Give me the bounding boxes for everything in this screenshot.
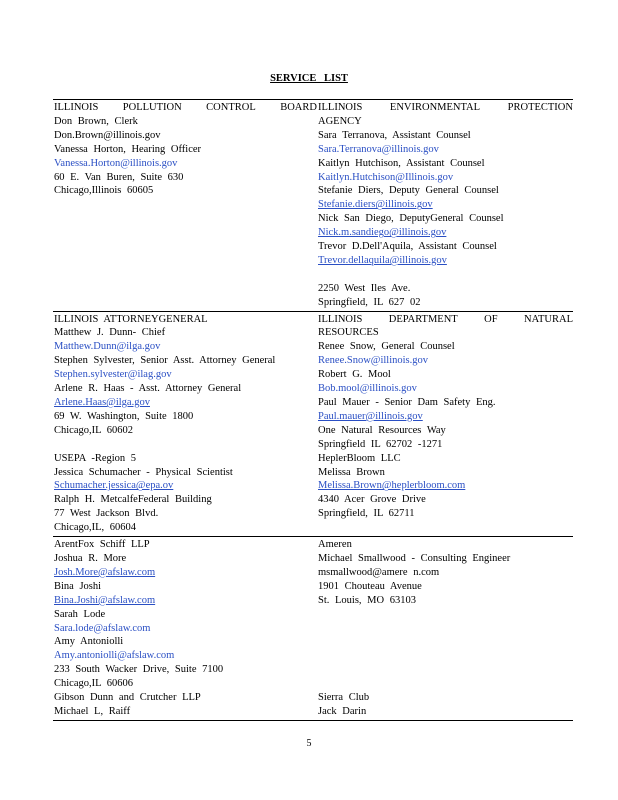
contact-line: Michael L, Raiff — [54, 705, 131, 717]
email-link[interactable]: Sara.lode@afslaw.com — [54, 622, 151, 634]
email-link[interactable]: Nick.m.sandiego@illinois.gov — [318, 227, 447, 239]
email-link[interactable]: Kaitlyn.Hutchison@Illinois.gov — [318, 171, 454, 183]
email-link[interactable]: Arlene.Haas@ilga.gov — [54, 397, 150, 409]
contact-line: Gibson Dunn and Crutcher LLP — [54, 692, 201, 704]
heading-word: ILLINOIS — [318, 102, 363, 113]
contact-line: Sierra Club — [318, 691, 370, 703]
contact-line: Jack Darin — [318, 705, 367, 717]
email-link[interactable]: Paul.mauer@illinois.gov — [318, 410, 423, 422]
contact-line: Renee Snow, General Counsel — [318, 341, 455, 353]
email-link[interactable]: Schumacher.jessica@epa.ov — [54, 480, 174, 492]
email-link[interactable]: Stephen.sylvester@ilag.gov — [54, 369, 172, 381]
contact-line: Paul Mauer - Senior Dam Safety Eng. — [318, 397, 496, 409]
contact-line: Chicago,IL 60602 — [54, 424, 134, 436]
page-title: SERVICE LIST — [270, 73, 348, 84]
agency-heading — [318, 101, 573, 115]
contact-line: Kaitlyn Hutchison, Assistant Counsel — [318, 157, 485, 169]
contact-line: Don.Brown@illinois.gov — [54, 129, 161, 141]
heading-word: PROTECTION — [507, 102, 573, 113]
contact-line: Chicago,Illinois 60605 — [54, 185, 154, 197]
heading-word: NATURAL — [523, 313, 573, 325]
contact-line: RESOURCES — [318, 327, 379, 339]
blank-line — [318, 621, 573, 635]
heading-word: ILLINOIS — [54, 102, 99, 113]
service-entry-left — [53, 312, 317, 536]
contact-line: msmallwood@amere n.com — [318, 566, 440, 578]
contact-line: 77 West Jackson Blvd. — [54, 508, 159, 520]
heading-word: OF — [484, 313, 498, 325]
contact-line: USEPA -Region 5 — [54, 452, 137, 464]
contact-line: 60 E. Van Buren, Suite 630 — [54, 171, 184, 183]
heading-word: CONTROL — [206, 102, 256, 113]
contact-line: 4340 Acer Grove Drive — [318, 494, 426, 506]
contact-line: Jessica Schumacher - Physical Scientist — [54, 466, 233, 478]
blank-line — [318, 635, 573, 649]
contact-line: Springfield, IL 627 02 — [318, 296, 421, 308]
contact-line: Melissa Brown — [318, 466, 385, 478]
contact-line: Don Brown, Clerk — [54, 115, 138, 127]
contact-line: 1901 Chouteau Avenue — [318, 580, 422, 592]
email-link[interactable]: Stefanie.diers@illinois.gov — [318, 199, 433, 211]
contact-line: Springfield IL 62702 -1271 — [318, 438, 443, 450]
contact-line: Springfield, IL 62711 — [318, 508, 415, 520]
agency-heading — [318, 313, 573, 327]
contact-line: Amy Antoniolli — [54, 636, 124, 648]
service-list-table — [53, 99, 573, 721]
blank-line — [318, 677, 573, 691]
contact-line: Chicago,IL 60606 — [54, 678, 134, 690]
contact-line: 2250 West Iles Ave. — [318, 282, 411, 294]
blank-line — [318, 663, 573, 677]
blank-line — [54, 438, 317, 452]
contact-line: Bina Joshi — [54, 580, 102, 592]
heading-word: ILLINOIS — [318, 313, 363, 325]
contact-line: One Natural Resources Way — [318, 424, 446, 436]
email-link[interactable]: Matthew.Dunn@ilga.gov — [54, 341, 161, 353]
contact-line: Stefanie Diers, Deputy General Counsel — [318, 185, 499, 197]
contact-line: Stephen Sylvester, Senior Asst. Attorney General — [54, 355, 276, 367]
contact-line: Nick San Diego, DeputyGeneral Counsel — [318, 213, 504, 225]
contact-line: Ameren — [318, 539, 352, 551]
heading-word: DEPARTMENT — [388, 313, 458, 325]
contact-line: 233 South Wacker Drive, Suite 7100 — [54, 664, 224, 676]
contact-line: St. Louis, MO 63103 — [318, 594, 416, 606]
contact-line: ArentFox Schiff LLP — [54, 539, 150, 551]
contact-line: Joshua R. More — [54, 552, 127, 564]
contact-line: Sara Terranova, Assistant Counsel — [318, 129, 471, 141]
service-list-row — [53, 100, 573, 312]
heading-word: BOARD — [280, 102, 317, 113]
service-list-row — [53, 537, 573, 721]
contact-line: AGENCY — [318, 115, 362, 127]
agency-heading — [54, 101, 317, 115]
email-link[interactable]: Renee.Snow@illinois.gov — [318, 355, 428, 367]
blank-line — [318, 649, 573, 663]
contact-line: Vanessa Horton, Hearing Officer — [54, 143, 202, 155]
email-link[interactable]: Josh.More@afslaw.com — [54, 566, 156, 578]
email-link[interactable]: Sara.Terranova@illinois.gov — [318, 143, 439, 155]
blank-line — [318, 268, 573, 282]
heading-word: POLLUTION — [122, 102, 182, 113]
service-entry-left — [53, 537, 317, 720]
email-link[interactable]: Trevor.dellaquila@illinois.gov — [318, 254, 447, 266]
contact-line: Matthew J. Dunn- Chief — [54, 327, 166, 339]
email-link[interactable]: Bina.Joshi@afslaw.com — [54, 594, 156, 606]
service-entry-right — [317, 312, 573, 536]
email-link[interactable]: Melissa.Brown@heplerbloom.com — [318, 480, 466, 492]
service-entry-right — [317, 537, 573, 720]
service-entry-right — [317, 100, 573, 311]
contact-line: Ralph H. MetcalfeFederal Building — [54, 494, 212, 506]
email-link[interactable]: Amy.antoniolli@afslaw.com — [54, 650, 175, 662]
email-link[interactable]: Bob.mool@illinois.gov — [318, 383, 417, 395]
contact-line: HeplerBloom LLC — [318, 452, 401, 464]
contact-line: Sarah Lode — [54, 608, 106, 620]
service-entry-left — [53, 100, 317, 311]
contact-line: ILLINOIS ATTORNEYGENERAL — [54, 313, 208, 325]
heading-word: ENVIRONMENTAL — [389, 102, 481, 113]
contact-line: 69 W. Washington, Suite 1800 — [54, 410, 194, 422]
contact-line: Trevor D.Dell'Aquila, Assistant Counsel — [318, 241, 497, 253]
page-number: 5 — [306, 738, 312, 749]
contact-line: Michael Smallwood - Consulting Engineer — [318, 552, 511, 564]
contact-line: Chicago,IL, 60604 — [54, 522, 137, 534]
contact-line: Robert G. Mool — [318, 369, 391, 381]
service-list-row — [53, 312, 573, 537]
email-link[interactable]: Vanessa.Horton@illinois.gov — [54, 157, 178, 169]
contact-line: Arlene R. Haas - Asst. Attorney General — [54, 383, 242, 395]
blank-line — [318, 608, 573, 622]
